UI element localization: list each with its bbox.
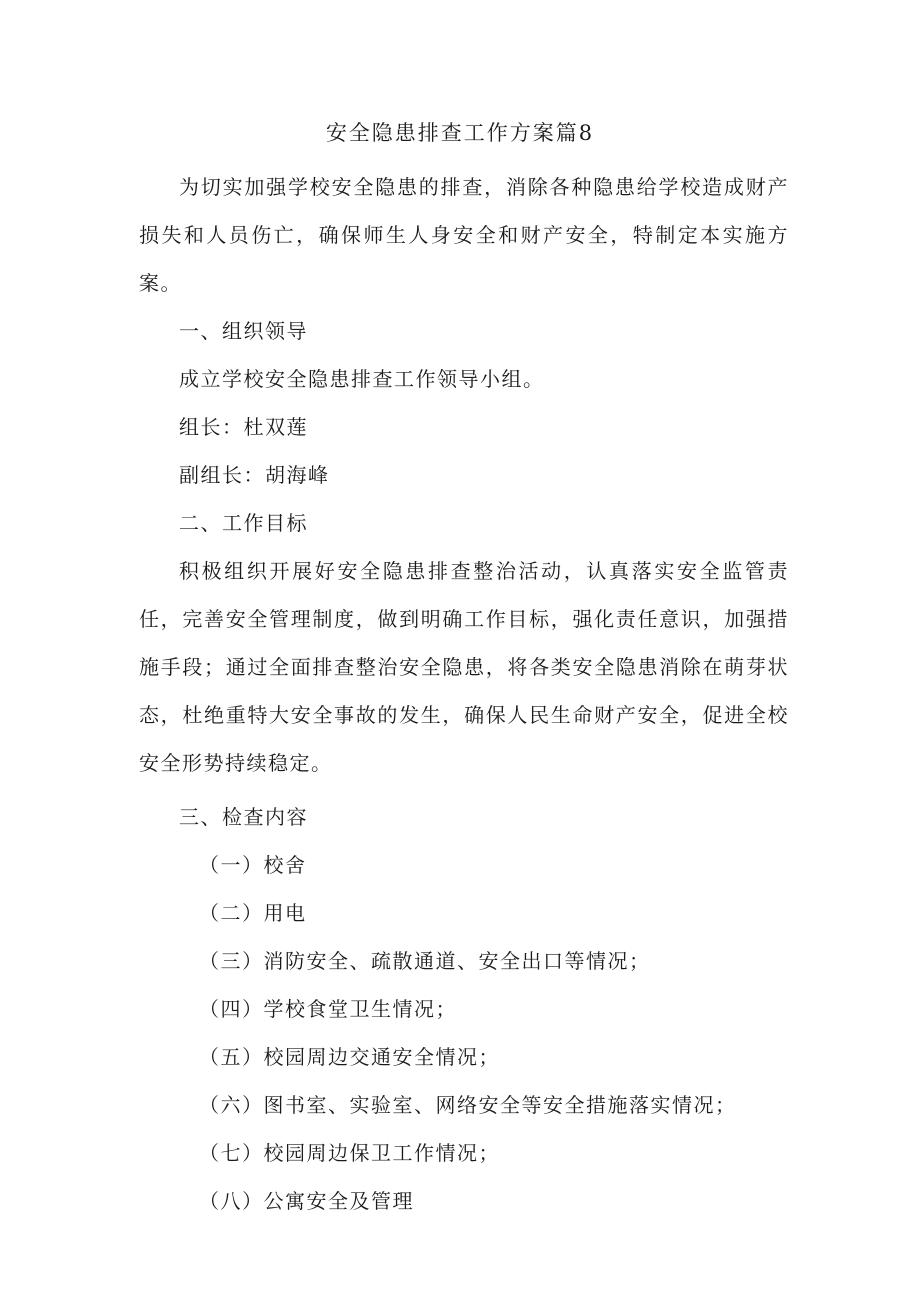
inspection-item: （六）图书室、实验室、网络安全等安全措施落实情况； [199, 1093, 737, 1117]
document-title: 安全隐患排查工作方案篇8 [325, 121, 595, 145]
inspection-item: （三）消防安全、疏散通道、安全出口等情况； [199, 949, 651, 973]
inspection-item: （七）校园周边保卫工作情况； [199, 1141, 500, 1165]
goals-paragraph: 积极组织开展好安全隐患排查整治活动，认真落实安全监管责任，完善安全管理制度，做到明确工作目标，强化责任意识，加强措施手段；通过全面排查整治安全隐患，将各类安全隐患消除在萌芽状态，杜绝重特大安全事故的发生，确保人民生命财产安全，促进全校安全形势持续稳定。 [139, 559, 789, 775]
inspection-item: （一）校舍 [199, 853, 307, 877]
intro-paragraph: 为切实加强学校安全隐患的排查，消除各种隐患给学校造成财产损失和人员伤亡，确保师生人身安全和财产安全，特制定本实施方案。 [139, 175, 789, 295]
inspection-item: （四）学校食堂卫生情况； [199, 997, 457, 1021]
document-body [139, 163, 789, 1225]
section-heading-organization: 一、组织领导 [179, 319, 308, 343]
inspection-item: （八）公寓安全及管理 [199, 1189, 414, 1213]
section1-line: 组长：杜双莲 [179, 415, 308, 439]
section-heading-goals: 二、工作目标 [179, 511, 308, 535]
section-heading-inspection: 三、检查内容 [179, 805, 308, 829]
section1-line: 成立学校安全隐患排查工作领导小组。 [179, 367, 545, 391]
section1-line: 副组长：胡海峰 [179, 463, 330, 487]
inspection-item: （五）校园周边交通安全情况； [199, 1045, 500, 1069]
inspection-item: （二）用电 [199, 901, 307, 925]
